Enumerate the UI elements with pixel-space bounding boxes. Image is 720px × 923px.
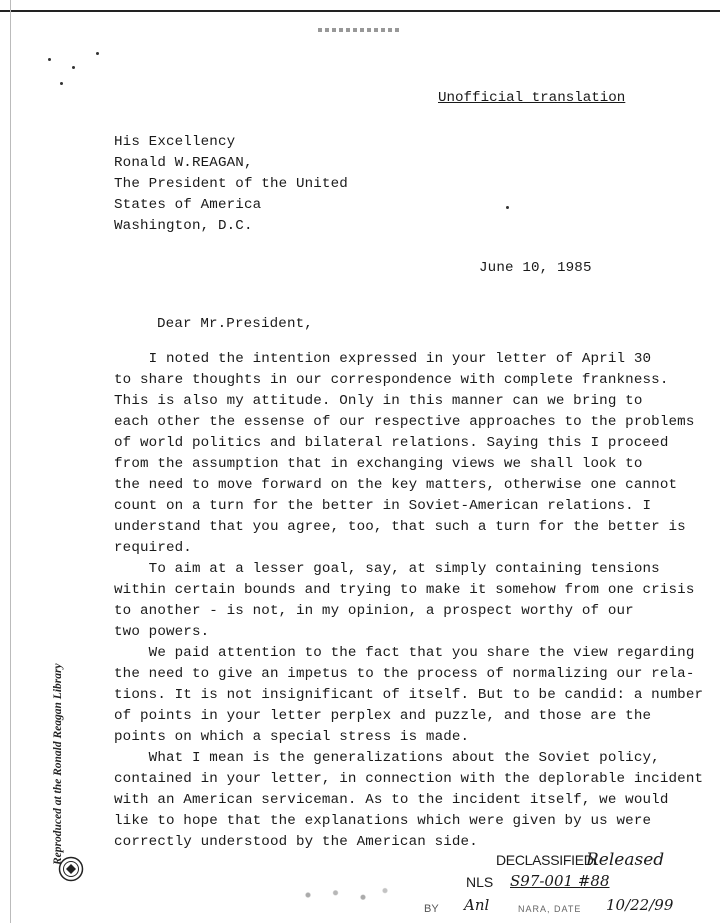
body-line: with an American serviceman. As to the incident itself, we would [114,792,669,808]
body-line: of points in your letter perplex and puzzle, and those are the [114,708,652,724]
body-line: two powers. [114,624,210,640]
library-seal-icon [58,856,84,882]
address-line: Washington, D.C. [114,218,253,234]
top-border [0,10,720,12]
speck [48,58,51,61]
body-line: contained in your letter, in connection with the deplorable incident [114,771,704,787]
declassified-handwriting: Released [586,850,665,870]
address-line: Ronald W.REAGAN, [114,155,253,171]
by-label: BY [424,903,439,915]
body-line: points on which a special stress is made. [114,729,470,745]
body-line: to another - is not, in my opinion, a prospect worthy of our [114,603,634,619]
body-line: understand that you agree, too, that such a turn for the better is [114,519,686,535]
body-line: of world politics and bilateral relations. Saying this I proceed [114,435,669,451]
speck [72,66,75,69]
nls-number-handwriting: S97-001 #88 [510,872,610,890]
by-initials-handwriting: Anl [464,896,490,914]
body-line: each other the essense of our respective approaches to the problems [114,414,695,430]
body-line: required. [114,540,192,556]
letter-date: June 10, 1985 [479,260,592,276]
left-border [10,0,11,923]
body-line: To aim at a lesser goal, say, at simply containing tensions [114,561,660,577]
library-stamp: Reproduced at the Ronald Reagan Library [52,663,64,865]
translation-label: Unofficial translation [438,90,626,106]
body-line: I noted the intention expressed in your letter of April 30 [114,351,652,367]
body-line: tions. It is not insignificant of itself. But to be candid: a number [114,687,704,703]
body-line: This is also my attitude. Only in this manner can we bring to [114,393,643,409]
address-line: The President of the United [114,176,348,192]
address-line: His Excellency [114,134,236,150]
speck [96,52,99,55]
nara-label: NARA, DATE [518,904,582,914]
declassified-label: DECLASSIFIED/ [496,852,598,868]
body-line: We paid attention to the fact that you share the view regarding [114,645,695,661]
speck [60,82,63,85]
bottom-smudge [286,884,396,906]
body-line: within certain bounds and trying to make it somehow from one crisis [114,582,695,598]
address-line: States of America [114,197,262,213]
body-line: the need to move forward on the key matters, otherwise one cannot [114,477,678,493]
salutation: Dear Mr.President, [157,316,313,332]
declassified-date-handwriting: 10/22/99 [606,896,674,914]
body-line: count on a turn for the better in Soviet-American relations. I [114,498,652,514]
body-line: What I mean is the generalizations about the Soviet policy, [114,750,660,766]
nls-label: NLS [466,874,494,890]
body-line: the need to give an impetus to the process of normalizing our rela- [114,666,695,682]
body-line: correctly understood by the American side. [114,834,478,850]
header-smudge [318,28,402,32]
speck [506,206,509,209]
body-line: like to hope that the explanations which were given by us were [114,813,652,829]
body-line: to share thoughts in our correspondence with complete frankness. [114,372,669,388]
body-line: from the assumption that in exchanging views we shall look to [114,456,643,472]
